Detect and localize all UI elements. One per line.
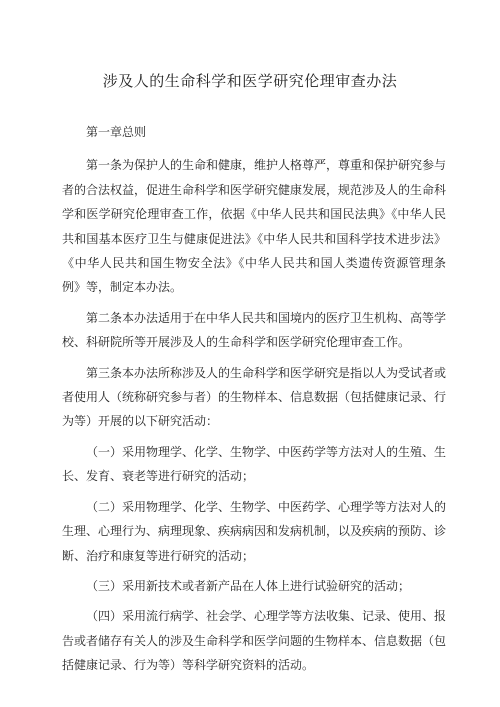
list-item-2-paragraph: （二）采用物理学、化学、生物学、中医药学、心理学等方法对人的生理、心理行为、病理现象、疾病病因和发病机制，以及疾病的预防、诊断、治疗和康复等进行研究的活动；	[62, 499, 447, 563]
article-3-paragraph: 第三条本办法所称涉及人的生命科学和医学研究是指以人为受试者或者使用人（统称研究参与者）的生物样本、信息数据（包括健康记录、行为等）开展的以下研究活动：	[62, 365, 447, 429]
article-1-paragraph: 第一条为保护人的生命和健康，维护人格尊严，尊重和保护研究参与者的合法权益，促进生命科学和医学研究健康发展，规范涉及人的生命科学和医学研究伦理审查工作，依据《中华人民共和国民法典》《中华人民共和国基本医疗卫生与健康促进法》《中华人民共和国科学技术进步法》《中华人民共和国生物安全法》《中华人民共和国人类遗传资源管理条例》等，制定本办法。	[62, 158, 447, 295]
document-title: 涉及人的生命科学和医学研究伦理审查办法	[102, 72, 398, 90]
article-2-paragraph: 第二条本办法适用于在中华人民共和国境内的医疗卫生机构、高等学校、科研院所等开展涉及人的生命科学和医学研究伦理审查工作。	[62, 310, 447, 350]
list-item-4-paragraph: （四）采用流行病学、社会学、心理学等方法收集、记录、使用、报告或者储存有关人的涉及生命科学和医学问题的生物样本、信息数据（包括健康记录、行为等）等科学研究资料的活动。	[62, 609, 447, 673]
document-body	[62, 120, 446, 684]
list-item-3-paragraph: （三）采用新技术或者新产品在人体上进行试验研究的活动；	[86, 578, 411, 593]
list-item-1-paragraph: （一）采用物理学、化学、生物学、中医药学等方法对人的生殖、生长、发育、衰老等进行研究的活动；	[62, 444, 447, 484]
chapter-heading: 第一章总则	[86, 125, 147, 139]
